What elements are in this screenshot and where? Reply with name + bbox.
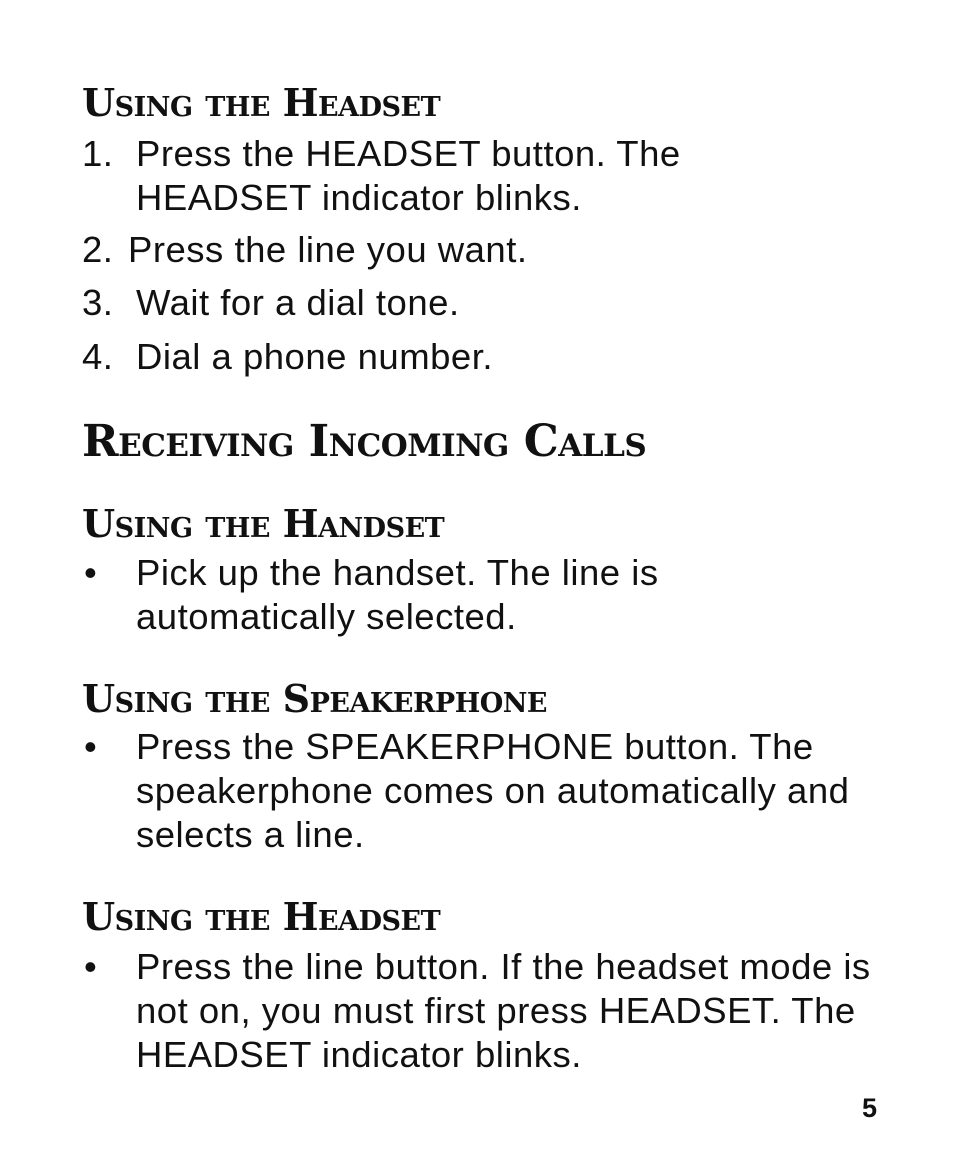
list-item	[82, 945, 906, 1077]
list-item	[82, 281, 906, 325]
step-number: 1.	[82, 133, 114, 174]
section-heading: Using the Handset	[82, 501, 445, 546]
bullet-text: Pick up the handset. The line is automatically selected.	[136, 552, 659, 637]
bullet-marker: •	[84, 552, 98, 593]
section-heading: Using the Headset	[82, 80, 441, 125]
bullet-marker: •	[84, 726, 98, 767]
bullet-text: Press the line button. If the headset mode is not on, you must first press HEADSET. The HEADSET indicator blinks.	[136, 946, 871, 1075]
step-text: Dial a phone number.	[136, 336, 493, 377]
bullet-list	[82, 725, 896, 857]
step-text: Wait for a dial tone.	[136, 282, 460, 323]
list-item	[82, 228, 898, 272]
step-list-4	[82, 335, 906, 379]
page-title: Receiving Incoming Calls	[82, 416, 647, 467]
step-number: 2.	[82, 229, 114, 270]
section-using-headset-placing	[82, 80, 441, 125]
step-list	[82, 132, 836, 220]
section-using-speakerphone	[82, 676, 547, 721]
step-list-3	[82, 281, 906, 325]
section-heading: Using the Speakerphone	[82, 676, 547, 721]
section-heading: Using the Headset	[82, 894, 441, 939]
section-using-handset	[82, 501, 445, 546]
list-item	[82, 335, 906, 379]
step-list-2	[82, 228, 898, 272]
step-number: 4.	[82, 336, 114, 377]
bullet-list	[82, 551, 826, 639]
section-using-headset-receiving	[82, 894, 441, 939]
list-item	[82, 132, 836, 220]
step-text: Press the HEADSET button. The HEADSET indicator blinks.	[136, 133, 681, 218]
bullet-list	[82, 945, 906, 1077]
main-heading-block	[82, 416, 647, 467]
bullet-text: Press the SPEAKERPHONE button. The speakerphone comes on automatically and selects a line.	[136, 726, 850, 855]
step-number: 3.	[82, 282, 114, 323]
page-number: 5	[862, 1093, 878, 1123]
list-item	[82, 725, 896, 857]
step-text: Press the line you want.	[128, 229, 528, 270]
list-item	[82, 551, 826, 639]
bullet-marker: •	[84, 946, 98, 987]
